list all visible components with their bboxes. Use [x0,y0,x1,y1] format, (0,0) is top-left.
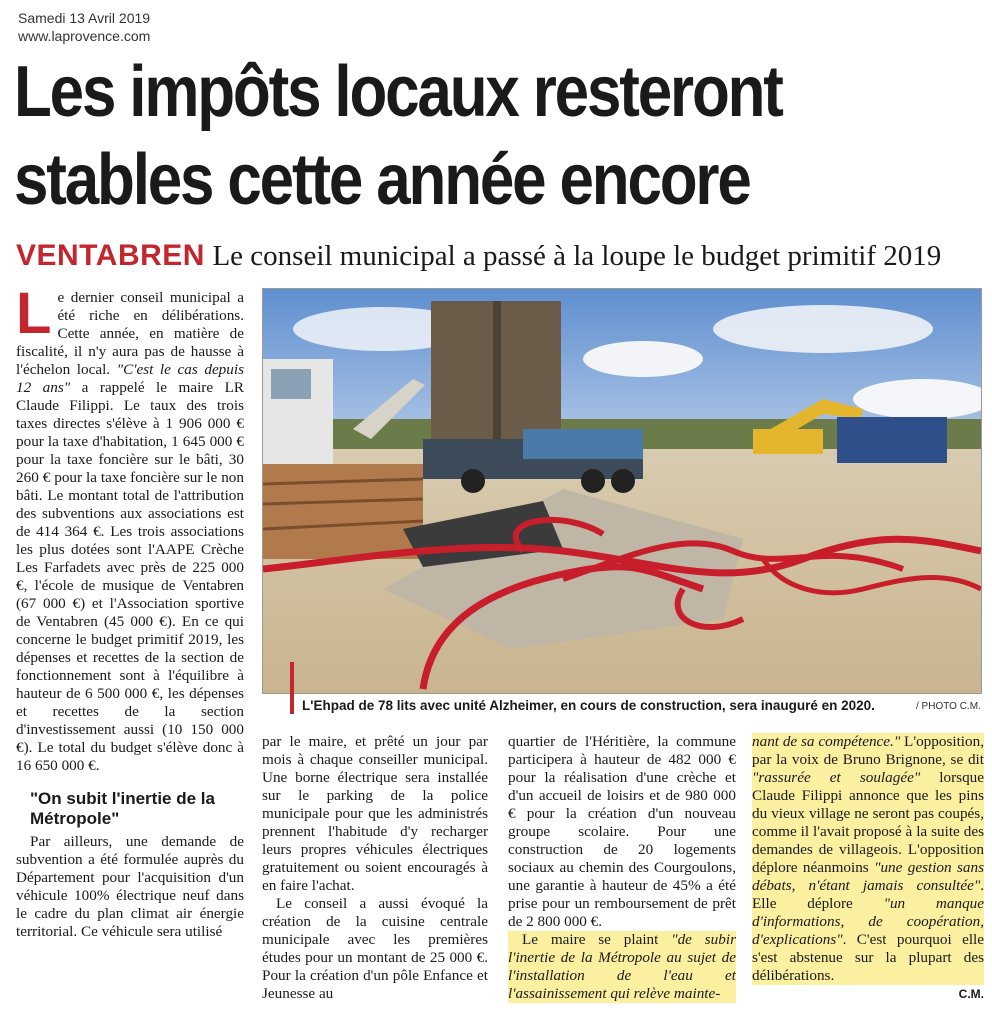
photo-caption: L'Ehpad de 78 lits avec unité Alzheimer, en cours de construction, sera inauguré en 2020. [302,698,875,713]
publication-url: www.laprovence.com [18,28,151,44]
opposition-text-b: lorsque Claude Filippi annonce que les pins du vieux village ne seront pas coupés, comme il l'avait proposé à la suite des demandes de villageois. L'opposition déplore néanmoins [752,769,984,876]
construction-site-photo [262,288,982,694]
article-column-2 [262,733,488,1019]
paragraph-heritiere: quartier de l'Héritière, la commune participera à hauteur de 482 000 € pour la réalisation d'une crèche et d'un accueil de loisirs et de 980 000 € pour la création d'un nouveau groupe scolaire. Pour une construction de 20 logements sociaux au chemin des Courgoulons, une garantie à hauteur de 45% a été prise pour un remboursement de prêt de 2 800 000 €. [508,733,736,930]
dropcap-letter: L [16,289,52,346]
caption-accent-bar [290,662,294,714]
opposition-quote-4: "un manque d'informations, de coopération, d'explications" [752,895,984,948]
article-column-3 [508,733,736,1019]
paragraph-inertie [508,931,736,1003]
opposition-text-a: L'opposition, par la voix de Bruno Brignone, se dit [752,733,984,768]
opposition-quote-3: "une gestion sans débats, n'étant jamais consultée" [752,859,984,894]
kicker-subtitle: Le conseil municipal a passé à la loupe le budget primitif 2019 [212,240,942,272]
kicker [16,238,941,274]
opposition-text-d: . C'est pourquoi elle s'est abstenue sur la plupart des délibérations. [752,931,984,984]
intro-quote: "C'est le cas depuis 12 ans" [16,361,244,396]
opposition-quote-1: nant de sa compétence." [752,733,901,750]
publication-date: Samedi 13 Avril 2019 [18,10,151,26]
headline-line-2: stables cette année encore [14,140,750,220]
headline-line-1: Les impôts locaux resteront [14,52,782,132]
opposition-quote-2: "rassurée et soulagée" [752,769,921,786]
intro-text-b: a rappelé le maire LR Claude Filippi. Le taux des trois taxes directes s'élève à 1 906 000 € pour la taxe d'habitation, 1 645 000 € pour la taxe foncière sur le bâti, 30 260 € pour la taxe foncière sur le non bâti. Le montant total de l'attribution des subventions aux associations est de 414 364 €. Les trois associations les plus dotées sont l'AAPE Crèche Les Farfadets avec près de 225 000 €, l'école de musique de Ventabren (67 000 €) et l'Association sportive de Ventabren (45 000 €). En ce qui concerne le budget primitif 2019, les dépenses et recettes de la section de fonctionnement sont à l'équilibre à hauteur de 6 500 000 €, les dépenses et recettes de la section d'investissement aussi (10 150 000 €). Le total du budget s'élève donc à 16 650 000 €. [16,379,244,774]
author-signature: C.M. [958,987,984,1001]
article-subhead: "On subit l'inertie de la Métropole" [30,789,215,828]
kicker-location: VENTABREN [16,239,205,272]
paragraph-intro [16,289,244,775]
paragraph-opposition [752,733,984,985]
intro-text-a: e dernier conseil municipal a été riche en délibérations. Cette année, en matière de fiscalité, il n'y aura pas de hausse à l'échelon local. [16,289,244,378]
inertie-quote: "de subir l'inertie de la Métropole au sujet de l'installation de l'eau et l'assainissement qui relève mainte- [508,931,736,1002]
opposition-text-c: . Elle déplore [752,877,984,912]
article-column-1 [16,289,244,1019]
inertie-text: Le maire se plaint [522,931,672,948]
article-column-4 [752,733,984,1019]
paragraph-subvention: Par ailleurs, une demande de subvention a été formulée auprès du Département pour l'acquisition d'un véhicule 100% électrique neuf dans le cadre du plan climat air énergie territorial. Ce véhicule sera utilisé [16,833,244,940]
photo-credit: / PHOTO C.M. [916,701,981,712]
paragraph-vehicule-suite: par le maire, et prêté un jour par mois à chaque conseiller municipal. Une borne électrique sera installée sur le parking de la police municipale pour que les administrés prennent l'habitude d'y recharger leurs propres véhicules électriques gratuitement ou soient encouragés à en faire l'achat. [262,733,488,894]
paragraph-cuisine: Le conseil a aussi évoqué la création de la cuisine centrale municipale avec les premières études pour un montant de 25 000 €. Pour la création d'un pôle Enfance et Jeunesse au [262,895,488,1002]
